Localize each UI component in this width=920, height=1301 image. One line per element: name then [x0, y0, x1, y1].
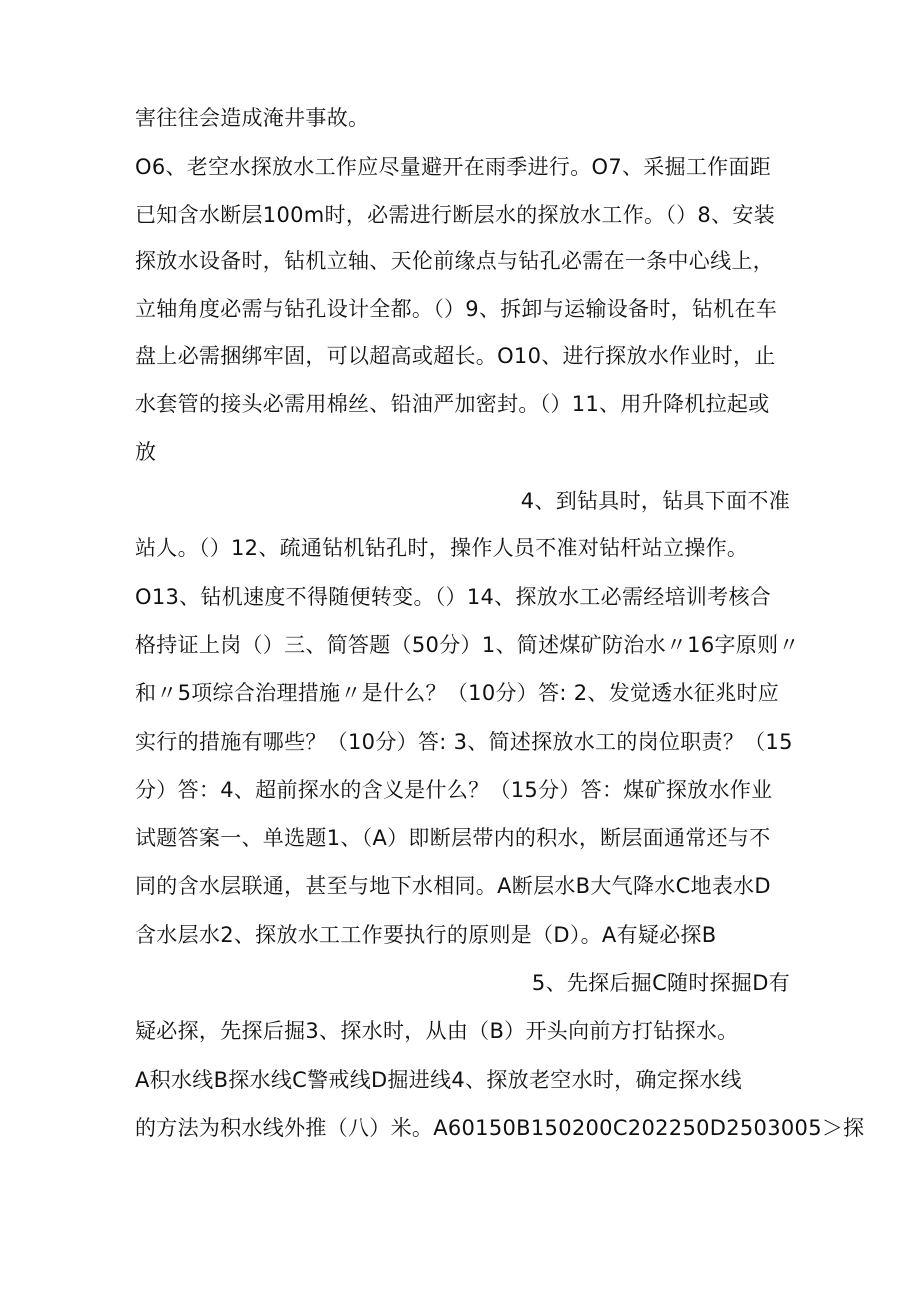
text-line: 试题答案一、单选题1、（A）即断层带内的积水，断层面通常还与不 [135, 826, 771, 850]
text-line: 探放水设备时，钻机立轴、天伦前缘点与钻孔必需在一条中心线上， [135, 249, 774, 273]
text-line: 已知含水断层100m时，必需进行断层水的探放水工作。（）8、安装 [135, 203, 775, 227]
text-line: 分）答：4、超前探水的含义是什么？（15分）答：煤矿探放水作业 [135, 778, 773, 802]
text-line: 实行的措施有哪些？（10分）答: 3、简述探放水工的岗位职责？（15 [135, 730, 793, 754]
text-line: 5、先探后掘C随时探掘D有 [531, 971, 790, 995]
text-line: 格持证上岗（）三、简答题（50分）1、简述煤矿防治水〃16字原则〃 [135, 633, 800, 657]
text-line: 同的含水层联通，甚至与地下水相同。A断层水B大气降水C地表水D [135, 874, 771, 898]
text-line: 盘上必需捆绑牢固，可以超高或超长。O10、进行探放水作业时，止 [135, 344, 776, 368]
text-line: O13、钻机速度不得随便转变。（）14、探放水工必需经培训考核合 [135, 585, 772, 609]
text-line: 的方法为积水线外推（八）米。A60150B150200C202250D2503005＞探 [135, 1116, 865, 1140]
text-line: 站人。（）12、疏通钻机钻孔时，操作人员不准对钻杆站立操作。 [135, 536, 749, 560]
text-line: 害往往会造成淹井事故。 [135, 106, 370, 130]
text-line: 4、到钻具时，钻具下面不准 [520, 489, 790, 513]
text-line: 立轴角度必需与钻孔设计全都。（）9、拆卸与运输设备时，钻机在车 [135, 297, 778, 321]
text-line: 疑必探，先探后掘3、探水时，从由（B）开头向前方打钻探水。 [135, 1019, 739, 1043]
text-line: 含水层水2、探放水工工作要执行的原则是（D）。A有疑必探B [135, 923, 717, 947]
text-line: O6、老空水探放水工作应尽量避开在雨季进行。O7、采掘工作面距 [135, 155, 772, 179]
text-line: 放 [135, 440, 157, 464]
text-line: 和〃5项综合治理措施〃是什么？（10分）答: 2、发觉透水征兆时应 [135, 681, 780, 705]
text-line: A积水线B探水线C警戒线D掘进线4、探放老空水时，确定探水线 [135, 1068, 742, 1092]
text-line: 水套管的接头必需用棉丝、铅油严加密封。（）11、用升降机拉起或 [135, 392, 770, 416]
